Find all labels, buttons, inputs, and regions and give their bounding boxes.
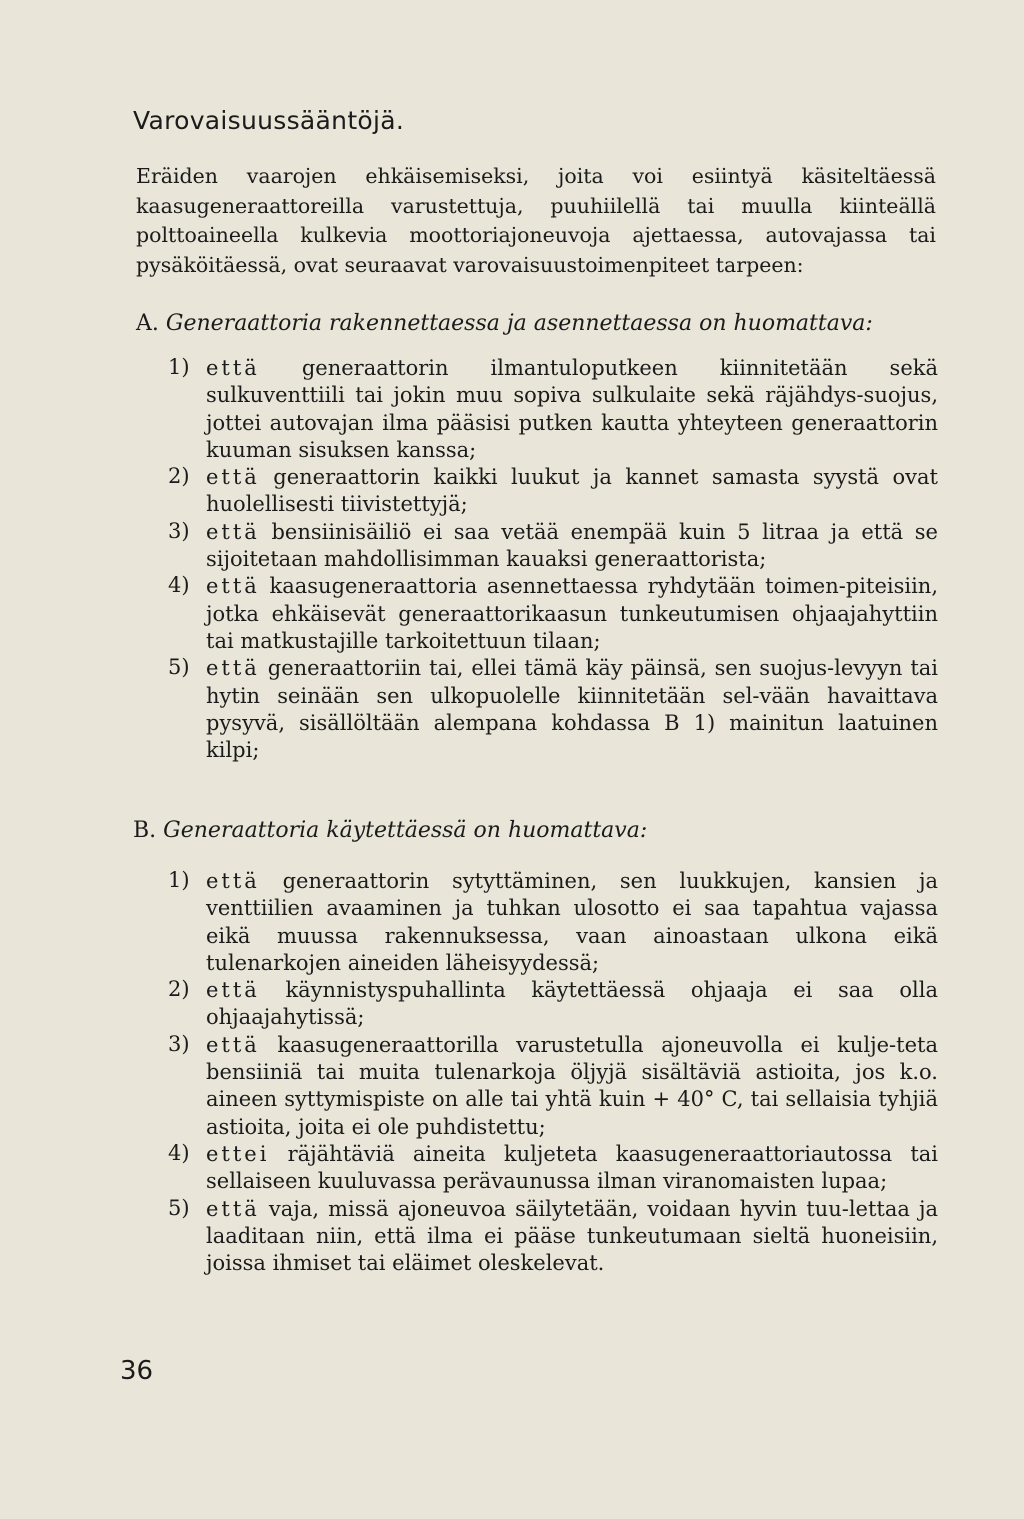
list-item	[168, 868, 938, 977]
item-text: bensiinisäiliö ei saa vetää enempää kuin 5 litraa ja että se sijoitetaan mahdollisimman kauaksi generaattorista;	[206, 519, 938, 572]
item-lead: että	[206, 1032, 260, 1057]
item-lead: että	[206, 1196, 260, 1221]
item-text: käynnistyspuhallinta käytettäessä ohjaaja ei saa olla ohjaajahytissä;	[206, 978, 938, 1030]
item-text: vaja, missä ajoneuvoa säilytetään, voidaan hyvin tuu-lettaa ja laaditaan niin, että ilma ei pääse tunkeutumaan sieltä huoneisiin, joissa ihmiset tai eläimet oleskelevat.	[206, 1196, 938, 1276]
section-b-letter: B.	[133, 818, 157, 843]
section-a-heading: Generaattoria rakennettaessa ja asennettaessa on huomattava:	[165, 311, 873, 336]
list-item	[168, 355, 938, 464]
item-number: 3)	[168, 1031, 190, 1056]
item-text: generaattorin kaikki luukut ja kannet samasta syystä ovat huolellisesti tiivistettyjä;	[206, 465, 938, 517]
item-number: 3)	[168, 518, 190, 543]
item-number: 4)	[168, 573, 190, 598]
section-a-title	[136, 311, 873, 336]
section-a-list	[0, 355, 1024, 764]
list-item	[168, 1196, 938, 1278]
section-b-title	[133, 818, 647, 843]
item-number: 4)	[168, 1140, 190, 1165]
section-b-list	[0, 868, 1024, 1277]
item-lead: että	[206, 574, 260, 599]
intro-paragraph: Eräiden vaarojen ehkäisemiseksi, joita voi esiintyä käsiteltäessä kaasugeneraattoreilla varustettuja, puuhiilellä tai muulla kiinteällä polttoaineella kulkevia moottoriajoneuvoja ajettaessa, autovajassa tai pysäköitäessä, ovat seuraavat varovaisuustoimenpiteet tarpeen:	[136, 164, 936, 277]
section-a-letter: A.	[136, 311, 159, 336]
item-lead: että	[206, 656, 260, 681]
item-text: generaattoriin tai, ellei tämä käy päinsä, sen suojus-levyyn tai hytin seinään sen ulkopuolelle kiinnitetään sel-vään havaittava pysyvä, sisällöltään alempana kohdassa B 1) mainitun laatuinen kilpi;	[206, 656, 938, 763]
item-lead: että	[206, 978, 260, 1003]
list-item	[168, 655, 938, 764]
item-lead: että	[206, 465, 260, 490]
item-number: 2)	[168, 977, 190, 1002]
list-item	[168, 977, 938, 1032]
item-number: 1)	[168, 355, 190, 379]
item-number: 1)	[168, 868, 190, 892]
item-lead: että	[206, 519, 260, 544]
page-heading: Varovaisuussääntöjä.	[133, 106, 405, 135]
item-lead: että	[206, 356, 260, 380]
list-item	[168, 519, 938, 574]
item-text: generaattorin ilmantuloputkeen kiinnitetään sekä sulkuventtiili tai jokin muu sopiva sulkulaite sekä räjähdys-suojus, jottei autovajan ilma pääsisi putken kautta yhteyteen generaattorin kuuman sisuksen kanssa;	[206, 356, 938, 462]
item-lead: että	[206, 869, 260, 893]
item-number: 2)	[168, 464, 190, 489]
item-text: kaasugeneraattoria asennettaessa ryhdytään toimen-piteisiin, jotka ehkäisevät generaattorikaasun tunkeutumisen ohjaajahyttiin tai matkustajille tarkoitettuun tilaan;	[206, 574, 938, 653]
item-lead: ettei	[206, 1141, 270, 1166]
list-item	[168, 1032, 938, 1141]
list-item	[168, 464, 938, 519]
page-number: 36	[120, 1356, 154, 1386]
list-item	[168, 573, 938, 655]
section-b-heading: Generaattoria käytettäessä on huomattava:	[163, 818, 648, 843]
item-number: 5)	[168, 655, 190, 680]
list-item	[168, 1141, 938, 1196]
item-text: kaasugeneraattorilla varustetulla ajoneuvolla ei kulje-teta bensiiniä tai muita tulenarkoja öljyjä sisältäviä astioita, jos k.o. aineen syttymispiste on alle tai yhtä kuin + 40° C, tai sellaisia tyhjiä astioita, joita ei ole puhdistettu;	[206, 1032, 938, 1139]
item-number: 5)	[168, 1195, 190, 1220]
item-text: generaattorin sytyttäminen, sen luukkujen, kansien ja venttiilien avaaminen ja tuhkan ulosotto ei saa tapahtua vajassa eikä muussa rakennuksessa, vaan ainoastaan ulkona eikä tulenarkojen aineiden läheisyydessä;	[206, 869, 938, 975]
item-text: räjähtäviä aineita kuljeteta kaasugeneraattoriautossa tai sellaiseen kuuluvassa perävaunussa ilman viranomaisten lupaa;	[206, 1141, 938, 1194]
